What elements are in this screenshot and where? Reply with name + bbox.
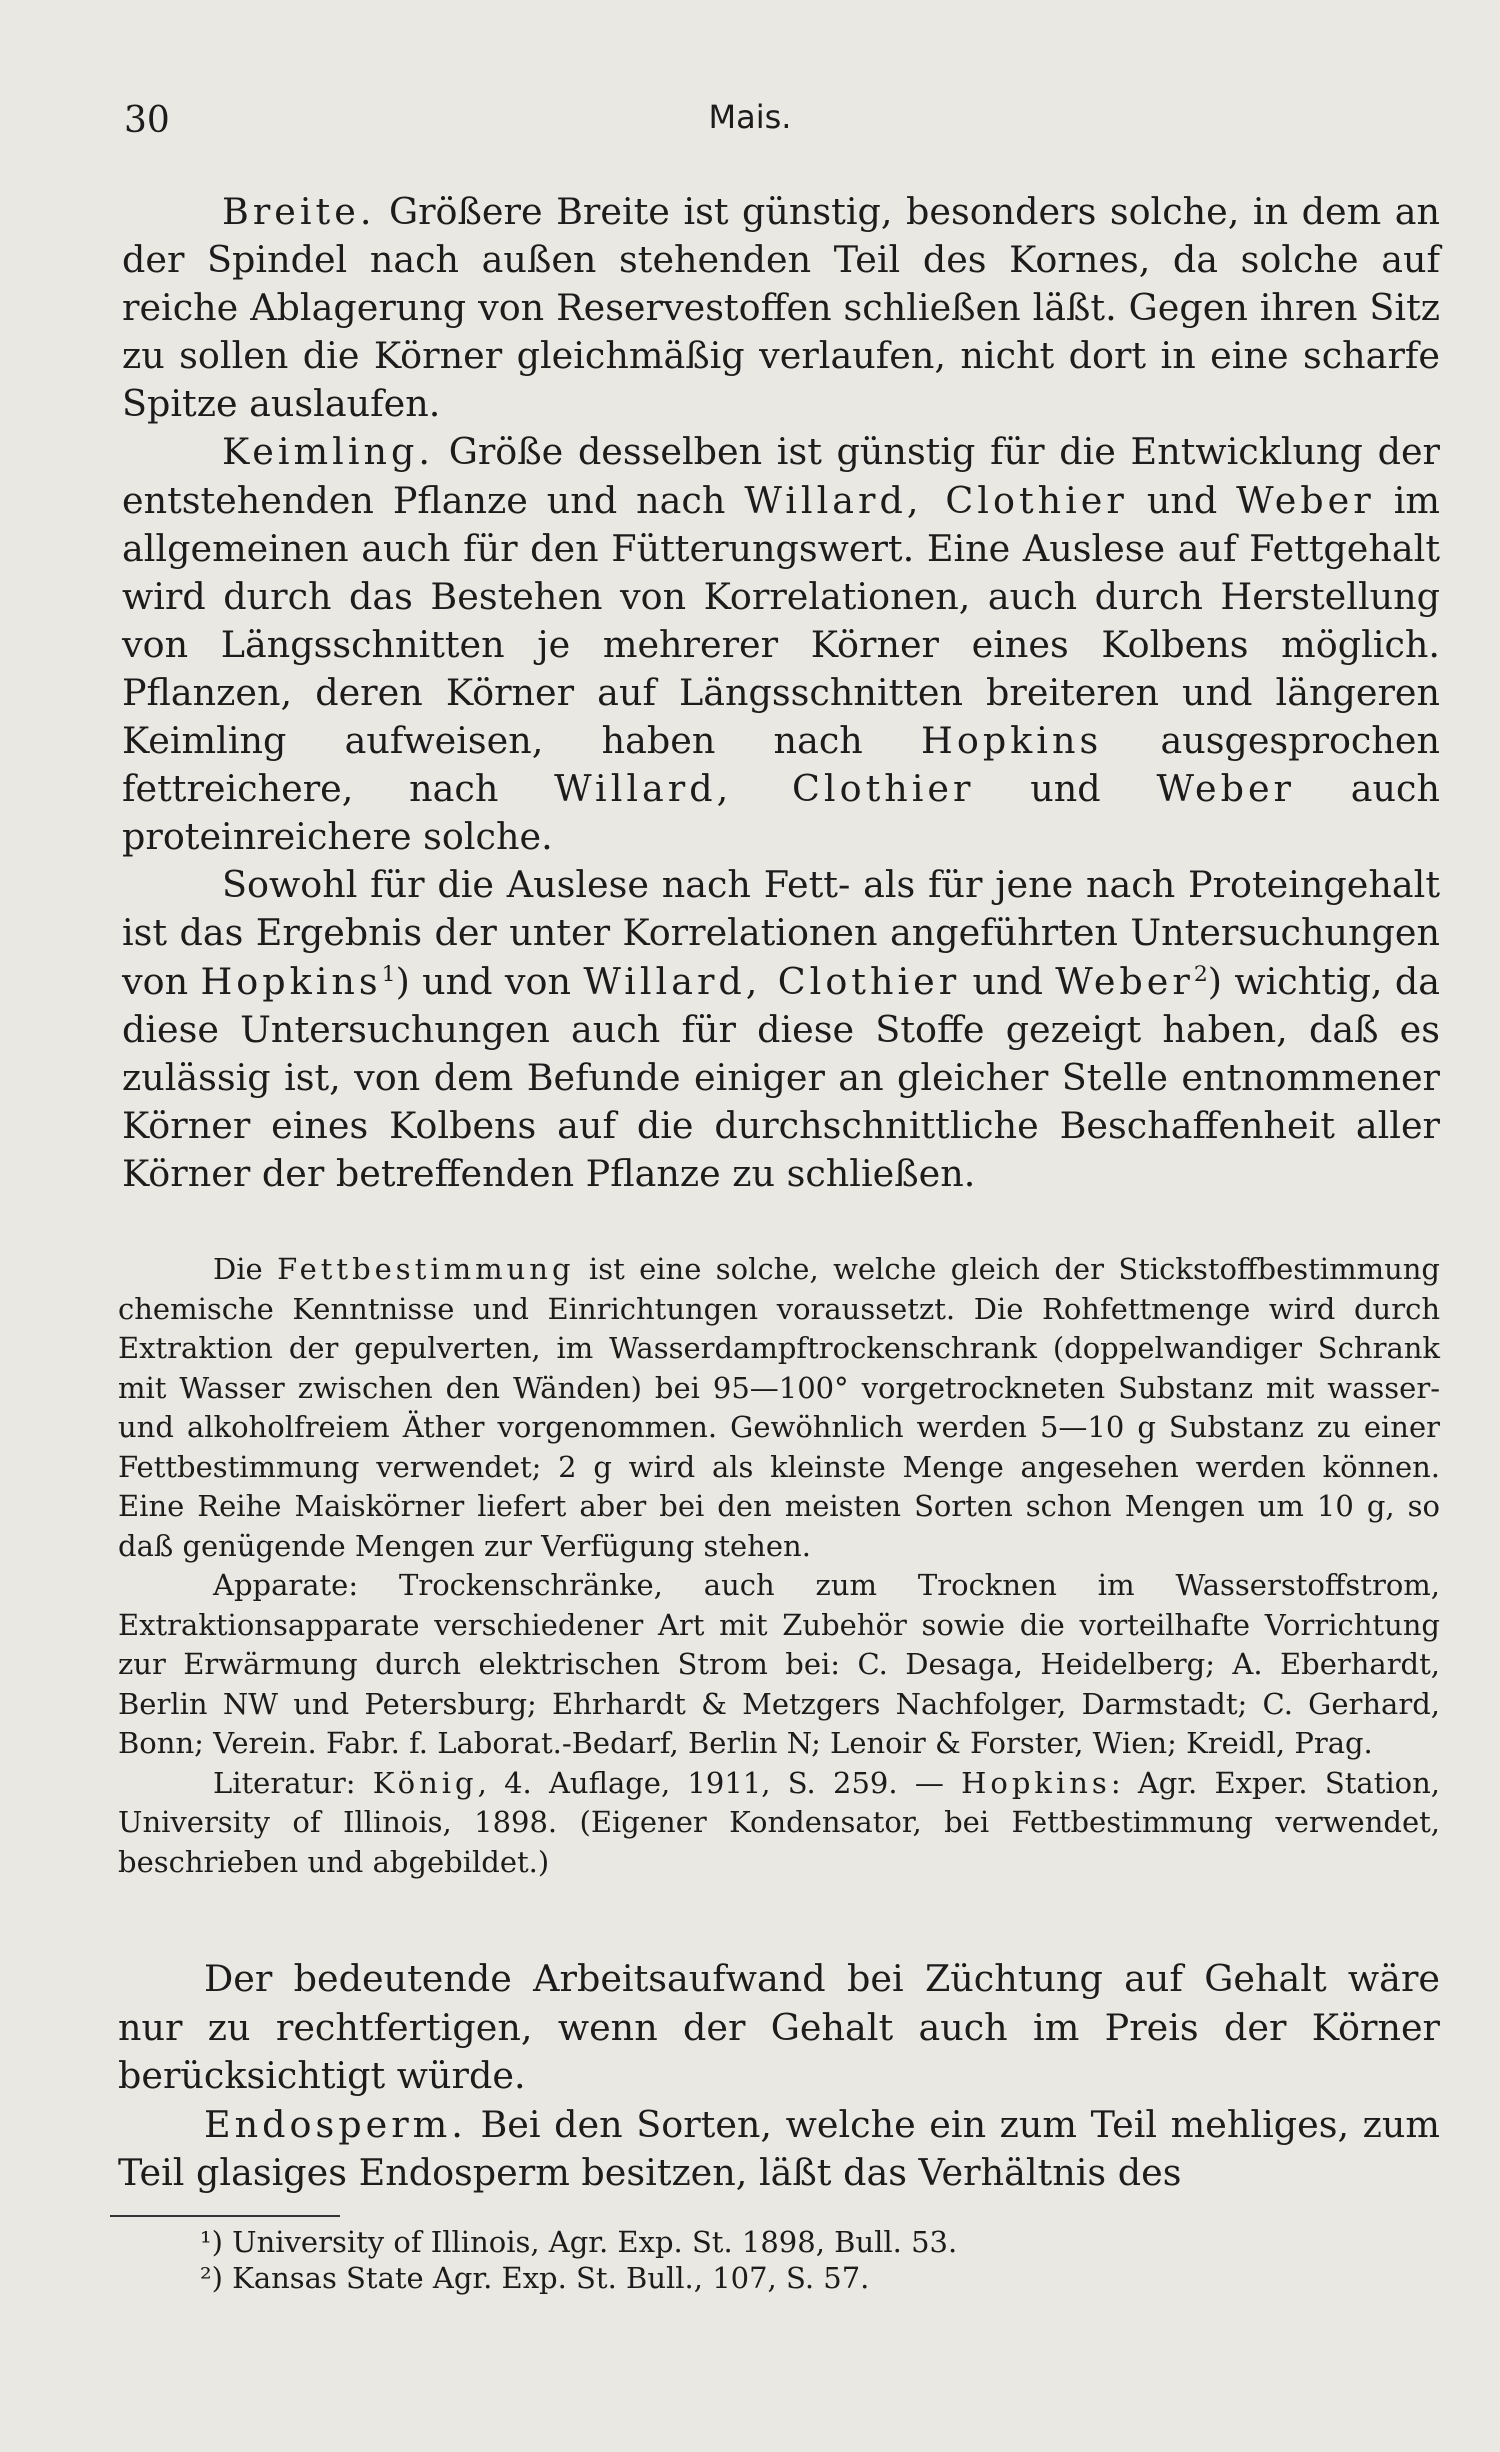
note-text: Literatur: [213,1765,373,1800]
author-names: Hopkins [921,719,1103,763]
note-apparate: Apparate: Trockenschränke, auch zum Trocknen im Wasserstoffstrom, Extraktionsapparate verschiedener Art mit Zubehör sowie die vorteilhafte Vorrichtung zur Erwärmung durch elektrischen Strom bei: C. Desaga, Heidelberg; A. Eberhardt, Berlin NW und Petersburg; Ehrhardt & Metzgers Nachfolger, Darmstadt; C. Gerhard, Bonn; Verein. Fabr. f. Laborat.-Bedarf, Berlin N; Lenoir & Forster, Wien; Kreidl, Prag. [118,1568,1440,1760]
author-names: Hopkins [200,959,382,1003]
note-literatur [118,1764,1440,1883]
paragraph-text: Größere Breite ist günstig, besonders solche, in dem an der Spindel nach außen stehenden Teil des Kornes, da solche auf reiche Ablagerung von Reservestoffen schließen läßt. Gegen ihren Sitz zu sollen die Körner gleichmäßig verlaufen, nicht dort in eine scharfe Spitze auslaufen. [122,190,1440,426]
note-text: : Agr. Exper. Station, University of Illinois, 1898. (Eigener Kondensator, bei Fettbestimmung verwendet, beschrieben und abgebildet.) [118,1765,1440,1879]
note-head: Fettbestimmung [277,1252,575,1286]
paragraph-text: ) wichtig, da diese Untersuchungen auch für diese Stoffe gezeigt haben, daß es zulässig ist, von dem Befunde einiger an gleicher Stelle entnommener Körner eines Kolbens auf die durchschnittliche Beschaffenheit aller Körner der betreffenden Pflanze zu schließen. [122,959,1440,1195]
footnote-ref: 2 [1193,961,1208,987]
footnote-ref: 1 [381,961,396,987]
paragraph-text: Größe desselben ist günstig für die Entwicklung der entstehenden Pflanze und nach [122,430,1440,522]
paragraph-text: und [960,959,1056,1003]
paragraph-text: Bei den Sorten, welche ein zum Teil mehliges, zum Teil glasiges Endosperm besitzen, läßt das Verhältnis des [118,2102,1440,2194]
author-names: Weber [1055,959,1194,1003]
footnote-2: ²) Kansas State Agr. Exp. St. Bull., 107, S. 57. [200,2261,870,2295]
author-names: Weber [1156,767,1295,811]
running-title: Mais. [708,98,792,136]
author-names: Hopkins [961,1765,1111,1800]
paragraph-text: ausgesprochen fettreichere, nach [122,719,1440,811]
footnote-divider [110,2215,340,2217]
main-text [122,188,1440,1198]
section-head-endosperm: Endosperm. [204,2102,467,2146]
paragraph-text: im allgemeinen auch für den Fütterungswert. Eine Auslese auf Fettgehalt wird durch das Bestehen von Korrelationen, auch durch Herstellung von Längsschnitten je mehrerer Körner eines Kolbens möglich. Pflanzen, deren Körner auf Längsschnitten breiteren und längeren Keimling aufweisen, haben nach [122,478,1440,763]
paragraph-text: und [1127,478,1237,522]
author-names: Willard, Clothier [583,959,961,1003]
section-head-breite: Breite. [222,190,376,233]
author-names: Willard, Clothier [744,478,1128,522]
note-text: ist eine solche, welche gleich der Stickstoffbestimmung chemische Kenntnisse und Einrichtungen voraussetzt. Die Rohfettmenge wird durch Extraktion der gepulverten, im Wasserdampftrockenschrank (doppelwandiger Schrank mit Wasser zwischen den Wänden) bei 95—100° vorgetrockneten Substanz mit wasser- und alkoholfreiem Äther vorgenommen. Gewöhnlich werden 5—10 g Substanz zu einer Fettbestimmung verwendet; 2 g wird als kleinste Menge angesehen werden können. Eine Reihe Maiskörner liefert aber bei den meisten Sorten schon Mengen um 10 g, so daß genügende Mengen zur Verfügung stehen. [118,1252,1440,1563]
paragraph-keimling [122,428,1440,861]
author-names: Willard, Clothier [554,767,975,811]
paragraph-auslese [122,861,1440,1198]
paragraph-endosperm [118,2101,1440,2198]
paragraph-breite [122,188,1440,428]
footnotes [200,2224,1300,2296]
paragraph-arbeitsaufwand: Der bedeutende Arbeitsaufwand bei Züchtung auf Gehalt wäre nur zu rechtfertigen, wenn der Gehalt auch im Preis der Körner berücksichtigt würde. [118,1957,1440,2097]
page-number: 30 [124,100,170,141]
paragraph-text: Sowohl für die Auslese nach Fett- als für jene nach Proteingehalt ist das Ergebnis der unter Korrelationen angeführten Untersuchungen von [122,863,1440,1003]
section-head-keimling: Keimling. [222,430,434,474]
small-print-notes [118,1250,1440,1882]
note-text: Die [213,1252,278,1286]
paragraph-text: und [974,767,1157,811]
note-fettbestimmung [118,1250,1440,1566]
paragraph-text: ) und von [395,959,584,1003]
paragraph-text: auch proteinreichere solche. [122,767,1440,859]
main-text-continued [118,1955,1440,2198]
author-names: König [372,1765,478,1800]
note-text: , 4. Auflage, 1911, S. 259. — [477,1765,962,1800]
footnote-1: ¹) University of Illinois, Agr. Exp. St. 1898, Bull. 53. [200,2225,958,2259]
author-names: Weber [1236,478,1375,522]
